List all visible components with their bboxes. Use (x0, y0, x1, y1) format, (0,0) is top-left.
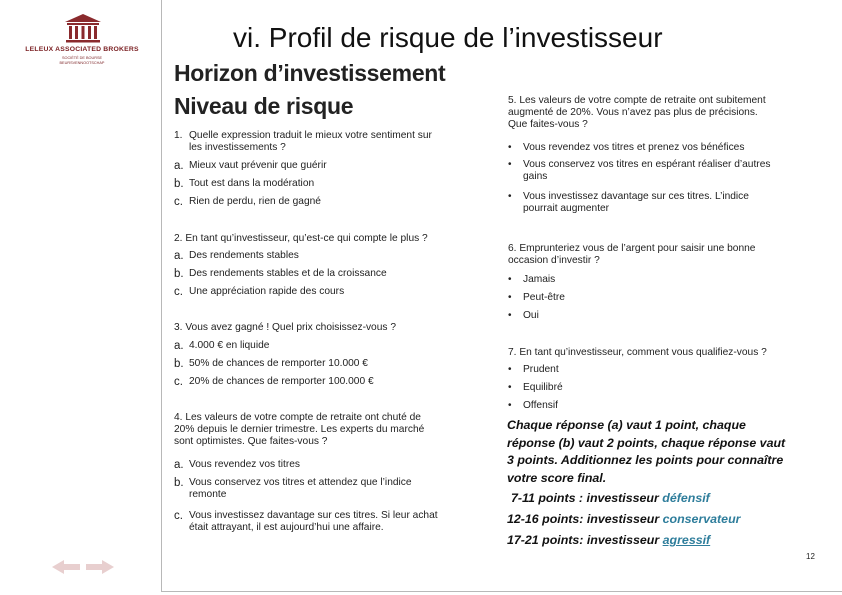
bullet: • (508, 382, 512, 393)
bullet: • (508, 292, 512, 303)
q3-option-c (174, 376, 374, 388)
q4-option-c (174, 510, 494, 534)
option-text: Offensif (523, 400, 558, 411)
option-text: Mieux vaut prévenir que guérir (189, 160, 327, 171)
brand-name: LELEUX ASSOCIATED BROKERS (25, 46, 139, 53)
question-text: sont optimistes. Que faites-vous ? (174, 436, 328, 448)
option-marker: b. (174, 477, 184, 489)
q1-option-c (174, 196, 321, 208)
option-text: était attrayant, il est aujourd’hui une affaire. (189, 522, 384, 534)
option-text: Vous revendez vos titres (189, 459, 300, 470)
brand-tagline (40, 56, 124, 66)
q6-option-3 (508, 310, 539, 322)
score-range-text: 12-16 points: investisseur (507, 512, 660, 526)
footer-divider (162, 591, 842, 592)
scoring-text: Chaque réponse (a) vaut 1 point, chaque (507, 418, 746, 432)
scoring-text: réponse (b) vaut 2 points, chaque réponse vaut (507, 435, 786, 450)
score-range-text: 17-21 points: investisseur (507, 533, 660, 547)
profile-label: conservateur (662, 512, 741, 526)
option-text: Jamais (523, 274, 556, 285)
q6-option-2 (508, 292, 565, 304)
option-text: remonte (189, 489, 227, 501)
scoring-text: votre score final. (507, 470, 607, 485)
question-5 (508, 95, 828, 132)
q4-option-a (174, 459, 300, 471)
sidebar (0, 0, 162, 595)
profile-label: défensif (662, 491, 710, 505)
option-text: Vous conservez vos titres en espérant réaliser d’autres (523, 159, 771, 170)
option-marker: b. (174, 268, 184, 280)
option-text: Oui (523, 310, 539, 321)
q7-option-1 (508, 364, 559, 376)
option-text: 20% de chances de remporter 100.000 € (189, 376, 374, 387)
option-text: pourrait augmenter (523, 203, 610, 215)
score-range-aggressive (507, 532, 710, 550)
option-marker: a. (174, 160, 184, 172)
question-7: 7. En tant qu’investisseur, comment vous qualifiez-vous ? (508, 347, 767, 358)
q1-option-a (174, 160, 327, 172)
q2-option-c (174, 286, 344, 298)
option-marker: b. (174, 358, 184, 370)
bank-building-icon (64, 13, 102, 45)
q5-option-2 (508, 159, 828, 183)
q2-option-a (174, 250, 299, 262)
option-text: Peut-être (523, 292, 565, 303)
option-marker: c. (174, 286, 183, 298)
question-text: 5. Les valeurs de votre compte de retraite ont subitement (508, 95, 766, 106)
heading-horizon: Horizon d’investissement (174, 60, 446, 86)
page-number: 12 (806, 552, 815, 561)
q3-option-a (174, 340, 269, 352)
bullet: • (508, 364, 512, 375)
option-marker: a. (174, 459, 184, 471)
question-1 (174, 130, 494, 154)
question-4 (174, 412, 494, 449)
question-2: 2. En tant qu’investisseur, qu’est-ce qui compte le plus ? (174, 233, 428, 244)
option-text: Tout est dans la modération (189, 178, 315, 189)
option-text: Vous investissez davantage sur ces titres. Si leur achat (189, 510, 438, 521)
heading-risk-level: Niveau de risque (174, 93, 354, 119)
q6-option-1 (508, 274, 555, 286)
question-text: 6. Emprunteriez vous de l’argent pour saisir une bonne (508, 243, 756, 254)
score-range-text: 7-11 points : investisseur (511, 491, 659, 505)
option-marker: c. (174, 510, 183, 522)
option-text: Equilibré (523, 382, 563, 393)
option-text: Des rendements stables (189, 250, 299, 261)
slide-nav (50, 559, 116, 575)
bullet: • (508, 142, 512, 153)
bullet: • (508, 191, 512, 202)
sidebar-divider (161, 0, 162, 592)
q4-option-b (174, 477, 494, 501)
question-text: 20% depuis le dernier trimestre. Les experts du marché (174, 424, 425, 436)
option-text: 4.000 € en liquide (189, 340, 270, 351)
bullet: • (508, 400, 512, 411)
bullet: • (508, 159, 512, 170)
score-range-conservative (507, 511, 740, 529)
question-text: les investissements ? (189, 142, 286, 154)
question-text: occasion d’investir ? (508, 255, 600, 267)
scoring-explanation (507, 417, 827, 487)
option-text: Des rendements stables et de la croissance (189, 268, 387, 279)
option-text: gains (523, 171, 548, 183)
q7-option-2 (508, 382, 563, 394)
next-arrow-icon[interactable] (86, 560, 114, 574)
option-text: Rien de perdu, rien de gagné (189, 196, 321, 207)
scoring-text: 3 points. Additionnez les points pour connaître (507, 453, 784, 467)
question-number: 1. (174, 130, 183, 141)
option-text: Vous investissez davantage sur ces titres. L’indice (523, 191, 749, 202)
profile-label: agressif (662, 533, 711, 547)
q7-option-3 (508, 400, 558, 412)
bullet: • (508, 310, 512, 321)
question-text: 4. Les valeurs de votre compte de retraite ont chuté de (174, 412, 421, 423)
option-text: Vous conservez vos titres et attendez que l’indice (189, 477, 412, 488)
question-text: Quelle expression traduit le mieux votre sentiment sur (189, 130, 432, 141)
q2-option-b (174, 268, 387, 280)
q5-option-1 (508, 142, 744, 154)
option-text: Vous revendez vos titres et prenez vos bénéfices (523, 142, 745, 153)
q5-option-3 (508, 191, 828, 215)
option-marker: b. (174, 178, 184, 190)
q1-option-b (174, 178, 314, 190)
bullet: • (508, 274, 512, 285)
score-range-defensive (511, 490, 710, 508)
question-text: Que faites-vous ? (508, 119, 588, 131)
option-marker: a. (174, 340, 184, 352)
option-text: Une appréciation rapide des cours (189, 286, 345, 297)
brand-tagline-line: BEURSVENNOOTSCHAP (59, 61, 105, 65)
option-marker: a. (174, 250, 184, 262)
question-3: 3. Vous avez gagné ! Quel prix choisissez-vous ? (174, 322, 396, 333)
option-text: 50% de chances de remporter 10.000 € (189, 358, 368, 369)
option-marker: c. (174, 376, 183, 388)
brand-tagline-line: SOCIÉTÉ DE BOURSE (61, 56, 103, 60)
prev-arrow-icon[interactable] (52, 560, 80, 574)
option-marker: c. (174, 196, 183, 208)
question-text: augmenté de 20%. Vous n’avez pas plus de précisions. (508, 107, 758, 119)
page-title: vi. Profil de risque de l’investisseur (233, 22, 663, 53)
question-6 (508, 243, 828, 267)
option-text: Prudent (523, 364, 559, 375)
q3-option-b (174, 358, 368, 370)
